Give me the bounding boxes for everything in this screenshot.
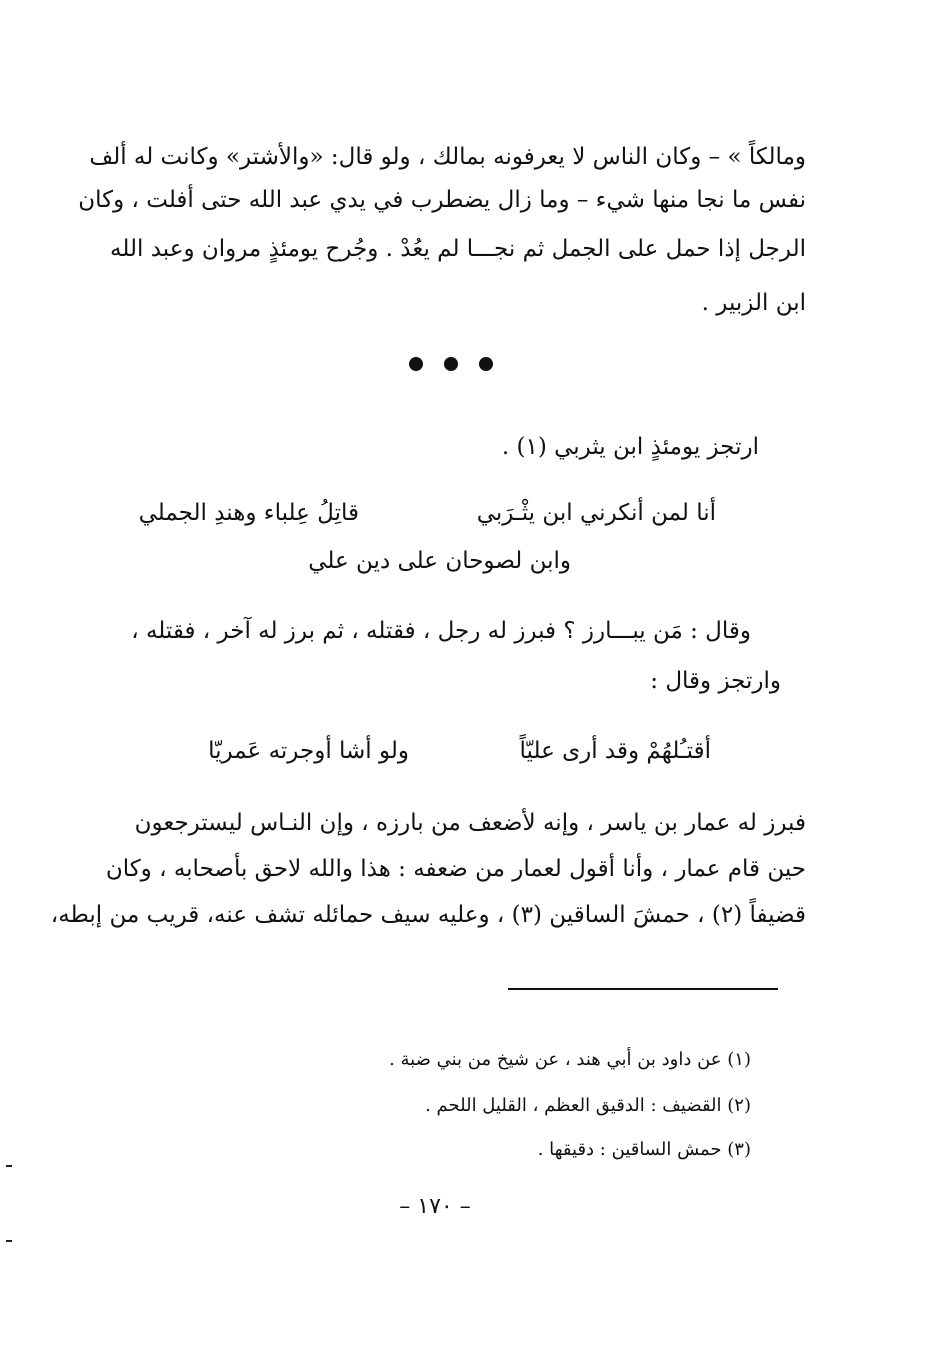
scan-edge-mark — [6, 1165, 12, 1167]
section-separator-dots — [403, 354, 503, 374]
page-number: – ١٧٠ – — [399, 1194, 471, 1219]
verse1-second-line: وابن لصوحان على دين علي — [308, 548, 571, 574]
paragraph1-line-4: ابن الزبير . — [701, 290, 806, 316]
paragraph2-line-2: وارتجز وقال : — [650, 668, 781, 694]
verse2-hemistich-right: أقتـُلهُمْ وقد أرى عليّاً — [519, 738, 711, 764]
paragraph1-line-3: الرجل إذا حمل على الجمل ثم نجـــا لم يعُدْ . وجُرح يومئذٍ مروان وعبد الله — [110, 236, 806, 262]
paragraph3-line-3: قضيفاً (٢) ، حمشَ الساقين (٣) ، وعليه سيف حمائله تشف عنه، قريب من إبطه، — [50, 902, 806, 928]
paragraph3-line-1: فبرز له عمار بن ياسر ، وإنه لأضعف من بارزه ، وإن النـاس ليسترجعون — [134, 810, 806, 836]
paragraph1-line-2: نفس ما نجا منها شيء – وما زال يضطرب في يدي عبد الله حتى أفلت ، وكان — [78, 187, 806, 213]
separator-dot-3 — [479, 357, 493, 371]
intro-line: ارتجز يومئذٍ ابن يثربي (١) . — [501, 434, 759, 460]
verse1-hemistich-right: أنا لمن أنكرني ابن يثْـرَبي — [476, 500, 716, 526]
scan-edge-mark — [6, 1240, 12, 1242]
footnote-3: (٣) حمش الساقين : دقيقها . — [537, 1139, 751, 1160]
paragraph2-line-1: وقال : مَن يبـــارز ؟ فبرز له رجل ، فقتله ، ثم برز له آخر ، فقتله ، — [131, 618, 751, 644]
separator-dot-1 — [409, 357, 423, 371]
paragraph3-line-2: حين قام عمار ، وأنا أقول لعمار من ضعفه : هذا والله لاحق بأصحابه ، وكان — [105, 856, 806, 882]
footnote-separator-rule — [508, 988, 778, 990]
paragraph1-line-1: ومالكاً » – وكان الناس لا يعرفونه بمالك ، ولو قال: «والأشتر» وكانت له ألف — [89, 144, 806, 170]
separator-dot-2 — [444, 357, 458, 371]
verse2-hemistich-left: ولو أشا أوجرته عَمريّا — [208, 738, 409, 764]
footnote-1: (١) عن داود بن أبي هند ، عن شيخ من بني ضبة . — [389, 1049, 751, 1070]
verse1-hemistich-left: قاتِلُ عِلباء وهندِ الجملي — [138, 500, 359, 526]
footnote-2: (٢) القضيف : الدقيق العظم ، القليل اللحم . — [425, 1095, 751, 1116]
